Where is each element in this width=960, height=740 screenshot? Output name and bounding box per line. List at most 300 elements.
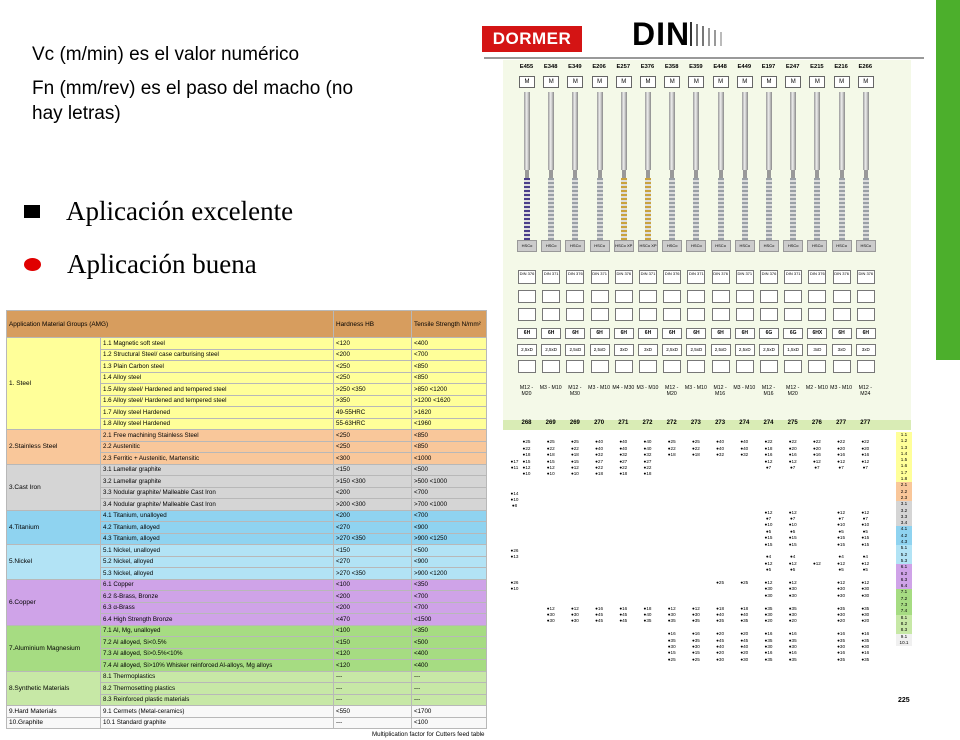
brand-divider	[484, 57, 924, 59]
tap-drawing-icon	[669, 92, 675, 242]
size-range: M3 - M10	[830, 385, 853, 391]
cell-tensile: <500	[412, 637, 487, 649]
intro-text	[32, 42, 372, 135]
tool-neck-part	[815, 170, 819, 178]
cutting-value: ●22	[643, 464, 652, 470]
tool-thread-part	[645, 178, 651, 242]
cell-material: 8.2 Thermosetting plastics	[101, 683, 334, 695]
tool-din: DIN 376	[833, 270, 851, 284]
cell-hardness: <200	[334, 349, 412, 361]
tool-neck-part	[694, 170, 698, 178]
cell-material: 1.5 Alloy steel/ Hardened and tempered steel	[101, 384, 334, 396]
cutting-value: ●16	[764, 631, 773, 637]
cutting-value: ●35	[861, 656, 870, 662]
tolerance-class: 6H	[856, 328, 876, 339]
size-range: M3 - M10	[539, 385, 562, 391]
cutting-value: ●16	[837, 631, 846, 637]
thread-type: M	[664, 76, 680, 88]
coolant-icon	[687, 360, 705, 373]
cell-hardness: ---	[334, 671, 412, 683]
cell-hardness: <200	[334, 510, 412, 522]
thread-type: M	[834, 76, 850, 88]
cell-hardness: <300	[334, 453, 412, 465]
cell-material: 1.7 Alloy steel Hardened	[101, 407, 334, 419]
cutting-value: ●12	[546, 464, 555, 470]
cutting-value: ●15	[570, 458, 579, 464]
cutting-value: ●40	[740, 611, 749, 617]
row-code: 1.4	[896, 451, 912, 457]
cell-material: 1.1 Magnetic soft steel	[101, 338, 334, 350]
tool-code: E216	[834, 64, 848, 70]
cutting-value: ●35	[837, 656, 846, 662]
cutting-value: ●45	[595, 618, 604, 624]
cutting-value: ●35	[691, 637, 700, 643]
cutting-value: ●7	[765, 464, 772, 470]
cutting-value: ●16	[788, 650, 797, 656]
cutting-value: ●18	[643, 471, 652, 477]
cutting-value: ●7	[765, 516, 772, 522]
cutting-value: ●10	[570, 471, 579, 477]
size-range: M12 - M16	[713, 385, 727, 397]
cutting-value: ●40	[643, 439, 652, 445]
cell-tensile: <400	[412, 338, 487, 350]
cell-material: 6.1 Copper	[101, 579, 334, 591]
row-code: 6.1	[896, 564, 912, 570]
size-range: M3 - M10	[733, 385, 756, 391]
cell-hardness: <150	[334, 464, 412, 476]
cell-tensile: >500 <1000	[412, 476, 487, 488]
thread-type: M	[713, 76, 729, 88]
tool-shank-part	[839, 92, 845, 170]
value-list	[733, 433, 756, 695]
cell-hardness: <270	[334, 556, 412, 568]
tap-drawing-icon	[572, 92, 578, 242]
cell-material: 8.1 Thermoplastics	[101, 671, 334, 683]
cutting-value: ●30	[764, 643, 773, 649]
tolerance-class: 6H	[832, 328, 852, 339]
din-title: DIN	[632, 16, 691, 52]
flute-profile-icon	[687, 290, 705, 303]
cutting-value: ●12	[861, 579, 870, 585]
cutting-value: ●12	[861, 509, 870, 515]
cutting-value: ●10	[522, 471, 531, 477]
cutting-value: ●20	[861, 445, 870, 451]
cutting-value: ●35	[788, 656, 797, 662]
catalog-page: 272	[642, 420, 653, 426]
tool-neck-part	[767, 170, 771, 178]
catalog-page: 269	[545, 420, 556, 426]
chamfer-icon	[591, 308, 609, 321]
cutting-value: ●22	[764, 439, 773, 445]
flute-profile-icon	[663, 290, 681, 303]
cell-hardness: ---	[334, 694, 412, 706]
tool-material: HSCo	[856, 240, 876, 252]
cutting-value: ●20	[764, 618, 773, 624]
size-range: M12 - M16	[761, 385, 776, 397]
cell-hardness: >150 <300	[334, 476, 412, 488]
flute-profile-icon	[857, 290, 875, 303]
tolerance-class: 6H	[735, 328, 755, 339]
chamfer-icon	[639, 308, 657, 321]
flute-profile-icon	[808, 290, 826, 303]
cutting-value: ●27	[643, 458, 652, 464]
cutting-value: ●16	[595, 605, 604, 611]
group-name: 9.Hard Materials	[7, 706, 101, 718]
cell-tensile: >900 <1250	[412, 533, 487, 545]
tool-neck-part	[598, 170, 602, 178]
thread-depth: 2,5xD	[735, 344, 755, 356]
tool-material: HSCo XP	[614, 240, 634, 252]
flute-profile-icon	[615, 290, 633, 303]
tap-drawing-icon	[742, 92, 748, 242]
tool-material: HSCo	[783, 240, 803, 252]
tolerance-class: 6G	[759, 328, 779, 339]
cell-material: 2.1 Free machining Stainless Steel	[101, 430, 334, 442]
group-name: 1. Steel	[7, 338, 101, 430]
cutting-value: ●14	[510, 490, 519, 496]
cutting-value: ●16	[788, 452, 797, 458]
cutting-value: ●35	[788, 605, 797, 611]
tool-material: HSCo	[541, 240, 561, 252]
tap-drawing-icon	[863, 92, 869, 242]
row-code: 10.1	[896, 640, 912, 646]
cutting-value: ●30	[740, 656, 749, 662]
thread-type: M	[688, 76, 704, 88]
cell-tensile: ---	[412, 683, 487, 695]
cutting-value: ●40	[595, 445, 604, 451]
tool-code: E215	[810, 64, 824, 70]
size-range: M3 - M10	[588, 385, 611, 391]
cutting-value: ●5	[790, 567, 796, 573]
cell-material: 7.1 Al, Mg, unalloyed	[101, 625, 334, 637]
size-range: M2 - M10	[805, 385, 828, 391]
cell-hardness: <100	[334, 579, 412, 591]
tool-material: HSCo	[565, 240, 585, 252]
cutting-value: ●40	[740, 643, 749, 649]
row-codes	[896, 432, 912, 646]
tool-code: E247	[785, 64, 800, 70]
cutting-value: ●12	[788, 560, 797, 566]
cutting-value: ●30	[570, 618, 579, 624]
cutting-value: ●12	[861, 560, 870, 566]
cell-tensile: <1960	[412, 418, 487, 430]
cutting-value: ●20	[837, 618, 846, 624]
material-groups-table	[6, 310, 487, 740]
flute-profile-icon	[712, 290, 730, 303]
cutting-value: ●25	[522, 439, 531, 445]
tolerance-class: 6H	[517, 328, 537, 339]
cell-tensile: <700	[412, 349, 487, 361]
tool-thread-part	[572, 178, 578, 242]
material-groups-body	[7, 338, 487, 729]
cutting-value: ●12	[837, 579, 846, 585]
cutting-value: ●12	[837, 560, 846, 566]
thread-type: M	[858, 76, 874, 88]
catalog-page: 271	[618, 420, 629, 426]
tool-din: DIN 376	[712, 270, 730, 284]
cell-tensile: <400	[412, 660, 487, 672]
tool-din: DIN 371	[591, 270, 609, 284]
cutting-value: ●30	[861, 611, 870, 617]
cell-hardness: <250	[334, 361, 412, 373]
cell-material: 4.2 Titanium, alloyed	[101, 522, 334, 534]
cutting-value: ●35	[764, 637, 773, 643]
row-code: 4.2	[896, 533, 912, 539]
cutting-value	[805, 689, 828, 695]
cutting-value: ●7	[838, 464, 844, 470]
cell-hardness: <250	[334, 441, 412, 453]
tool-thread-part	[742, 178, 748, 242]
cell-material: 1.3 Plain Carbon steel	[101, 361, 334, 373]
cutting-value: ●35	[691, 618, 700, 624]
cell-material: 3.4 Nodular graphite/ Malleable Cast Iron	[101, 499, 334, 511]
chamfer-icon	[784, 308, 802, 321]
cutting-value: ●30	[716, 656, 725, 662]
cutting-value	[709, 689, 732, 695]
row-code: 7.1	[896, 589, 912, 595]
catalog-page: 272	[666, 420, 677, 426]
row-code: 2.2	[896, 489, 912, 495]
cutting-value: ●15	[837, 541, 846, 547]
flute-profile-icon	[736, 290, 754, 303]
tool-neck-part	[840, 170, 844, 178]
cell-material: 1.8 Alloy steel Hardened	[101, 418, 334, 430]
cutting-value: ●20	[740, 631, 749, 637]
catalog-page: 273	[690, 420, 701, 426]
thread-depth: 1,5xD	[783, 344, 803, 356]
catalog-page: 277	[860, 420, 871, 426]
table-row	[7, 464, 487, 476]
cutting-value: ●16	[691, 631, 700, 637]
cell-tensile: >700 <1000	[412, 499, 487, 511]
row-code: 1.2	[896, 438, 912, 444]
thread-type: M	[809, 76, 825, 88]
cutting-value: ●20	[716, 650, 725, 656]
cutting-value: ●18	[595, 471, 604, 477]
row-code: 8.1	[896, 615, 912, 621]
value-list	[830, 433, 853, 695]
cutting-value: ●30	[837, 586, 846, 592]
cutting-value: ●12	[764, 458, 773, 464]
cutting-value: ●12	[691, 605, 700, 611]
tool-neck-part	[573, 170, 577, 178]
cutting-value: ●32	[595, 452, 604, 458]
chamfer-icon	[663, 308, 681, 321]
cutting-value: ●12	[764, 509, 773, 515]
row-code: 3.4	[896, 520, 912, 526]
tool-neck-part	[525, 170, 529, 178]
cutting-value: ●12	[812, 458, 821, 464]
tool-code: E455	[519, 64, 534, 70]
legend-excellent	[24, 196, 293, 227]
cell-tensile: <850	[412, 361, 487, 373]
cutting-value: ●40	[716, 439, 725, 445]
dormer-logo: DORMER	[482, 26, 582, 52]
chamfer-icon	[736, 308, 754, 321]
value-list	[781, 433, 804, 695]
cell-tensile: >850 <1200	[412, 384, 487, 396]
tool-neck-part	[670, 170, 674, 178]
cutting-value: ●13	[510, 554, 519, 560]
tool-thread-part	[718, 178, 724, 242]
tool-column	[588, 60, 611, 710]
tolerance-class: 6HX	[807, 328, 827, 339]
cutting-value: ●25	[716, 579, 725, 585]
row-code: 5.3	[896, 558, 912, 564]
tool-column	[539, 60, 562, 710]
cell-tensile: >900 <1200	[412, 568, 487, 580]
cutting-value: ●25	[691, 656, 700, 662]
flute-profile-icon	[784, 290, 802, 303]
tolerance-class: 6H	[590, 328, 610, 339]
table-row	[7, 706, 487, 718]
cutting-value: ●35	[764, 656, 773, 662]
cell-hardness: >350	[334, 395, 412, 407]
cutting-value: ●5	[765, 528, 772, 534]
cutting-value: ●4	[838, 554, 844, 560]
tool-shank-part	[718, 92, 724, 170]
cutting-value: ●20	[861, 618, 870, 624]
cutting-value	[733, 689, 756, 695]
cell-hardness: <120	[334, 660, 412, 672]
flute-profile-icon	[833, 290, 851, 303]
cutting-value: ●10	[837, 522, 846, 528]
tool-column	[830, 60, 853, 710]
cutting-value: ●5	[862, 567, 868, 573]
cutting-value: ●26	[510, 548, 519, 554]
cutting-value: ●45	[716, 637, 725, 643]
row-code: 9.1	[896, 634, 912, 640]
tool-material: HSCo	[686, 240, 706, 252]
coolant-icon	[857, 360, 875, 373]
tool-material: HSCo	[832, 240, 852, 252]
cell-tensile: <1700	[412, 706, 487, 718]
chamfer-icon	[760, 308, 778, 321]
tool-material: HSCo	[711, 240, 731, 252]
row-code: 7.4	[896, 608, 912, 614]
size-range: M12 - M20	[665, 385, 679, 397]
thread-type: M	[567, 76, 583, 88]
cutting-value	[588, 689, 611, 695]
table-footer-row	[7, 729, 487, 740]
tool-column	[709, 60, 732, 710]
cell-tensile: <500	[412, 545, 487, 557]
intro-vc: Vc (m/min) es el valor numérico	[32, 44, 300, 65]
cutting-value: ●12	[812, 560, 821, 566]
tool-thread-part	[693, 178, 699, 242]
tolerance-class: 6H	[565, 328, 585, 339]
table-row	[7, 510, 487, 522]
cutting-value: ●40	[740, 445, 749, 451]
tool-din: DIN 371	[639, 270, 657, 284]
cell-hardness: 55-63HRC	[334, 418, 412, 430]
cutting-value: ●45	[740, 637, 749, 643]
tool-shank-part	[693, 92, 699, 170]
cutting-value: ●22	[788, 439, 797, 445]
cell-tensile: <1500	[412, 614, 487, 626]
cutting-value: ●18	[619, 471, 628, 477]
cutting-value: ●45	[595, 611, 604, 617]
cutting-value: ●20	[740, 650, 749, 656]
cell-tensile: <400	[412, 648, 487, 660]
cutting-value: ●30	[764, 592, 773, 598]
value-list	[805, 433, 828, 695]
cutting-value: ●35	[861, 637, 870, 643]
thread-depth: 3xD	[614, 344, 634, 356]
intro-fn: Fn (mm/rev) es el paso del macho (no hay letras)	[32, 78, 354, 124]
cell-material: 2.2 Austenitic	[101, 441, 334, 453]
cell-material: 2.3 Ferritic + Austenitic, Martensitic	[101, 453, 334, 465]
cell-hardness: <120	[334, 648, 412, 660]
cutting-value: ●40	[643, 611, 652, 617]
cutting-value: ●15	[764, 535, 773, 541]
group-name: 5.Nickel	[7, 545, 101, 580]
tool-thread-part	[814, 178, 820, 242]
thread-depth: 3xD	[638, 344, 658, 356]
coolant-icon	[639, 360, 657, 373]
cutting-value	[539, 689, 562, 695]
cutting-value	[636, 689, 659, 695]
row-code: 3.2	[896, 508, 912, 514]
cutting-value: ●32	[740, 452, 749, 458]
cutting-value: ●10	[510, 496, 519, 502]
value-list	[854, 433, 877, 695]
cell-tensile: <850	[412, 441, 487, 453]
cutting-value: ●30	[861, 586, 870, 592]
cell-tensile: ---	[412, 671, 487, 683]
value-list	[684, 433, 707, 695]
tolerance-class: 6G	[783, 328, 803, 339]
row-code: 2.3	[896, 495, 912, 501]
tolerance-class: 6H	[686, 328, 706, 339]
cutting-value: ●30	[764, 611, 773, 617]
row-code: 3.1	[896, 501, 912, 507]
cutting-value: ●12	[764, 579, 773, 585]
row-code: 3.3	[896, 514, 912, 520]
cutting-value: ●16	[788, 631, 797, 637]
tool-shank-part	[524, 92, 530, 170]
coolant-icon	[760, 360, 778, 373]
cell-hardness: <150	[334, 637, 412, 649]
tool-neck-part	[646, 170, 650, 178]
cell-hardness: <200	[334, 591, 412, 603]
cutting-value: ●16	[812, 452, 821, 458]
value-list	[563, 433, 586, 695]
cutting-value: ●22	[522, 445, 531, 451]
value-list	[709, 433, 732, 695]
tool-code: E257	[616, 64, 631, 70]
tool-din: DIN 376	[760, 270, 778, 284]
tolerance-class: 6H	[711, 328, 731, 339]
tool-thread-part	[669, 178, 675, 242]
cell-hardness: >270 <350	[334, 533, 412, 545]
size-range: M3 - M10	[684, 385, 707, 391]
cell-material: 1.4 Alloy steel	[101, 372, 334, 384]
cell-tensile: <350	[412, 579, 487, 591]
catalog-page: 274	[739, 420, 750, 426]
cutting-value: ●7	[790, 516, 796, 522]
cutting-value: ●7	[862, 464, 868, 470]
cell-hardness: >200 <300	[334, 499, 412, 511]
thread-depth: 2,5xD	[711, 344, 731, 356]
cutting-value: ●15	[691, 650, 700, 656]
thread-type: M	[592, 76, 608, 88]
catalog-page: 269	[569, 420, 580, 426]
cutting-value: ●25	[667, 656, 676, 662]
cutting-value: ●30	[788, 611, 797, 617]
cutting-value: ●18	[691, 452, 700, 458]
tool-material: HSCo	[517, 240, 537, 252]
